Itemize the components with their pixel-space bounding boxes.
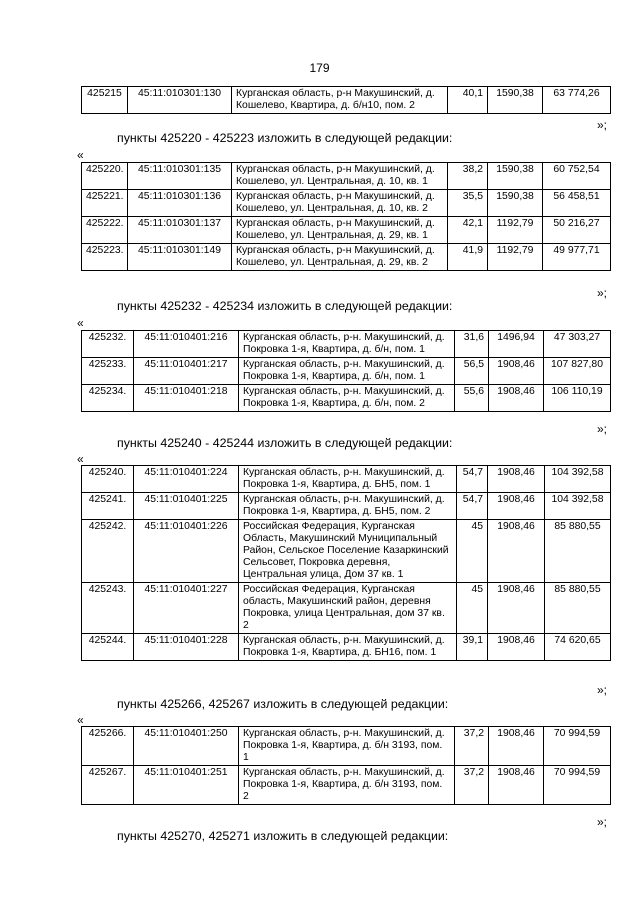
cadastral-number: 45:11:010301:130 xyxy=(128,87,232,114)
area: 54,7 xyxy=(457,466,488,493)
section-heading: пункты 425266, 425267 изложить в следующей редакции: xyxy=(117,697,449,711)
opening-quote: « xyxy=(77,316,84,330)
area: 42,1 xyxy=(448,217,488,244)
table-row xyxy=(82,727,611,766)
area: 56,5 xyxy=(455,358,489,385)
price: 1590,38 xyxy=(488,163,543,190)
closing-quote: »; xyxy=(597,815,608,829)
total: 107 827,80 xyxy=(544,358,611,385)
cadastral-number: 45:11:010401:226 xyxy=(134,520,239,583)
cadastral-number: 45:11:010401:227 xyxy=(134,583,239,634)
cadastral-number: 45:11:010301:137 xyxy=(128,217,232,244)
table-row xyxy=(82,520,611,583)
row-number: 425244. xyxy=(82,634,134,661)
section-heading: пункты 425232 - 425234 изложить в следующей редакции: xyxy=(117,299,453,313)
total: 47 303,27 xyxy=(544,331,611,358)
page-number: 179 xyxy=(309,61,330,75)
address: Курганская область, р-н Макушинский, д. Кошелево, ул. Центральная, д. 10, кв. 2 xyxy=(232,190,448,217)
area: 31,6 xyxy=(455,331,489,358)
area: 45 xyxy=(457,520,488,583)
row-number: 425240. xyxy=(82,466,134,493)
address: Российская Федерация, Курганская область, Макушинский район, деревня Покровка, улица Центральная, дом 37 кв. 2 xyxy=(239,583,457,634)
row-number: 425243. xyxy=(82,583,134,634)
address: Курганская область, р-н. Макушинский, д. Покровка 1-я, Квартира, д. б/н, пом. 1 xyxy=(239,331,455,358)
cadastral-number: 45:11:010401:217 xyxy=(134,358,239,385)
area: 55,6 xyxy=(455,385,489,412)
table-row xyxy=(82,163,611,190)
table-row xyxy=(82,583,611,634)
cadastral-number: 45:11:010401:250 xyxy=(134,727,239,766)
opening-quote: « xyxy=(77,713,84,727)
row-number: 425233. xyxy=(82,358,134,385)
cadastral-number: 45:11:010301:149 xyxy=(128,244,232,271)
address: Курганская область, р-н Макушинский, д. Кошелево, ул. Центральная, д. 29, кв. 2 xyxy=(232,244,448,271)
address: Курганская область, р-н. Макушинский, д. Покровка 1-я, Квартира, д. БН16, пом. 1 xyxy=(239,634,457,661)
row-number: 425242. xyxy=(82,520,134,583)
cadastral-number: 45:11:010401:228 xyxy=(134,634,239,661)
cadastral-number: 45:11:010401:251 xyxy=(134,766,239,805)
table-row xyxy=(82,493,611,520)
row-number: 425220. xyxy=(82,163,128,190)
area: 37,2 xyxy=(455,727,489,766)
total: 70 994,59 xyxy=(544,727,611,766)
price: 1908,46 xyxy=(488,466,545,493)
table-row xyxy=(82,190,611,217)
cadastral-number: 45:11:010301:136 xyxy=(128,190,232,217)
table-row xyxy=(82,331,611,358)
price: 1908,46 xyxy=(489,766,544,805)
table-row xyxy=(82,217,611,244)
section-heading: пункты 425240 - 425244 изложить в следующей редакции: xyxy=(117,436,453,450)
row-number: 425266. xyxy=(82,727,134,766)
row-number: 425223. xyxy=(82,244,128,271)
table-row xyxy=(82,634,611,661)
address: Курганская область, р-н. Макушинский, д. Покровка 1-я, Квартира, д. БН5, пом. 1 xyxy=(239,466,457,493)
row-number: 425267. xyxy=(82,766,134,805)
price: 1192,79 xyxy=(488,244,543,271)
closing-quote: »; xyxy=(597,286,608,300)
register-table-1 xyxy=(81,162,611,271)
price: 1908,46 xyxy=(488,493,545,520)
total: 104 392,58 xyxy=(545,493,611,520)
address: Курганская область, р-н. Макушинский, д. Покровка 1-я, Квартира, д. б/н, пом. 1 xyxy=(239,358,455,385)
price: 1908,46 xyxy=(488,583,545,634)
table-row xyxy=(82,766,611,805)
closing-quote: »; xyxy=(597,683,608,697)
section-heading: пункты 425220 - 425223 изложить в следующей редакции: xyxy=(117,131,453,145)
address: Курганская область, р-н. Макушинский, д. Покровка 1-я, Квартира, д. БН5, пом. 2 xyxy=(239,493,457,520)
row-number: 425215 xyxy=(82,87,128,114)
total: 60 752,54 xyxy=(543,163,611,190)
row-number: 425241. xyxy=(82,493,134,520)
register-table-continuation xyxy=(81,86,611,114)
closing-quote: »; xyxy=(597,422,608,436)
area: 41,9 xyxy=(448,244,488,271)
closing-quote: »; xyxy=(597,118,608,132)
price: 1908,46 xyxy=(489,358,544,385)
cadastral-number: 45:11:010401:224 xyxy=(134,466,239,493)
price: 1590,38 xyxy=(488,87,543,114)
total: 106 110,19 xyxy=(544,385,611,412)
table-row xyxy=(82,385,611,412)
cadastral-number: 45:11:010401:225 xyxy=(134,493,239,520)
address: Курганская область, р-н Макушинский, д. Кошелево, ул. Центральная, д. 10, кв. 1 xyxy=(232,163,448,190)
price: 1908,46 xyxy=(488,634,545,661)
address: Курганская область, р-н. Макушинский, д. Покровка 1-я, Квартира, д. б/н 3193, пом. 1 xyxy=(239,727,455,766)
price: 1908,46 xyxy=(488,520,545,583)
row-number: 425232. xyxy=(82,331,134,358)
row-number: 425234. xyxy=(82,385,134,412)
address: Курганская область, р-н. Макушинский, д. Покровка 1-я, Квартира, д. б/н 3193, пом. 2 xyxy=(239,766,455,805)
register-table-4 xyxy=(81,726,611,805)
table-row xyxy=(82,244,611,271)
row-number: 425221. xyxy=(82,190,128,217)
total: 70 994,59 xyxy=(544,766,611,805)
total: 63 774,26 xyxy=(543,87,611,114)
total: 104 392,58 xyxy=(545,466,611,493)
register-table-3 xyxy=(81,465,611,661)
cadastral-number: 45:11:010301:135 xyxy=(128,163,232,190)
table-row xyxy=(82,87,611,114)
section-heading: пункты 425270, 425271 изложить в следующей редакции: xyxy=(117,829,449,843)
table-row xyxy=(82,466,611,493)
price: 1590,38 xyxy=(488,190,543,217)
area: 54,7 xyxy=(457,493,488,520)
price: 1908,46 xyxy=(489,727,544,766)
address: Российская Федерация, Курганская Область, Макушинский Муниципальный Район, Сельское Поселение Казаркинский Сельсовет, Покровка деревня, Центральная улица, Дом 37 кв. 1 xyxy=(239,520,457,583)
address: Курганская область, р-н. Макушинский, д. Покровка 1-я, Квартира, д. б/н, пом. 2 xyxy=(239,385,455,412)
cadastral-number: 45:11:010401:218 xyxy=(134,385,239,412)
address: Курганская область, р-н Макушинский, д. Кошелево, ул. Центральная, д. 29, кв. 1 xyxy=(232,217,448,244)
total: 56 458,51 xyxy=(543,190,611,217)
total: 85 880,55 xyxy=(545,583,611,634)
cadastral-number: 45:11:010401:216 xyxy=(134,331,239,358)
total: 49 977,71 xyxy=(543,244,611,271)
price: 1908,46 xyxy=(489,385,544,412)
opening-quote: « xyxy=(77,452,84,466)
price: 1496,94 xyxy=(489,331,544,358)
total: 74 620,65 xyxy=(545,634,611,661)
price: 1192,79 xyxy=(488,217,543,244)
area: 39,1 xyxy=(457,634,488,661)
table-row xyxy=(82,358,611,385)
area: 35,5 xyxy=(448,190,488,217)
register-table-2 xyxy=(81,330,611,412)
address: Курганская область, р-н Макушинский, д. Кошелево, Квартира, д. б/н10, пом. 2 xyxy=(232,87,448,114)
area: 45 xyxy=(457,583,488,634)
area: 38,2 xyxy=(448,163,488,190)
opening-quote: « xyxy=(77,148,84,162)
row-number: 425222. xyxy=(82,217,128,244)
area: 37,2 xyxy=(455,766,489,805)
total: 50 216,27 xyxy=(543,217,611,244)
area: 40,1 xyxy=(448,87,488,114)
total: 85 880,55 xyxy=(545,520,611,583)
